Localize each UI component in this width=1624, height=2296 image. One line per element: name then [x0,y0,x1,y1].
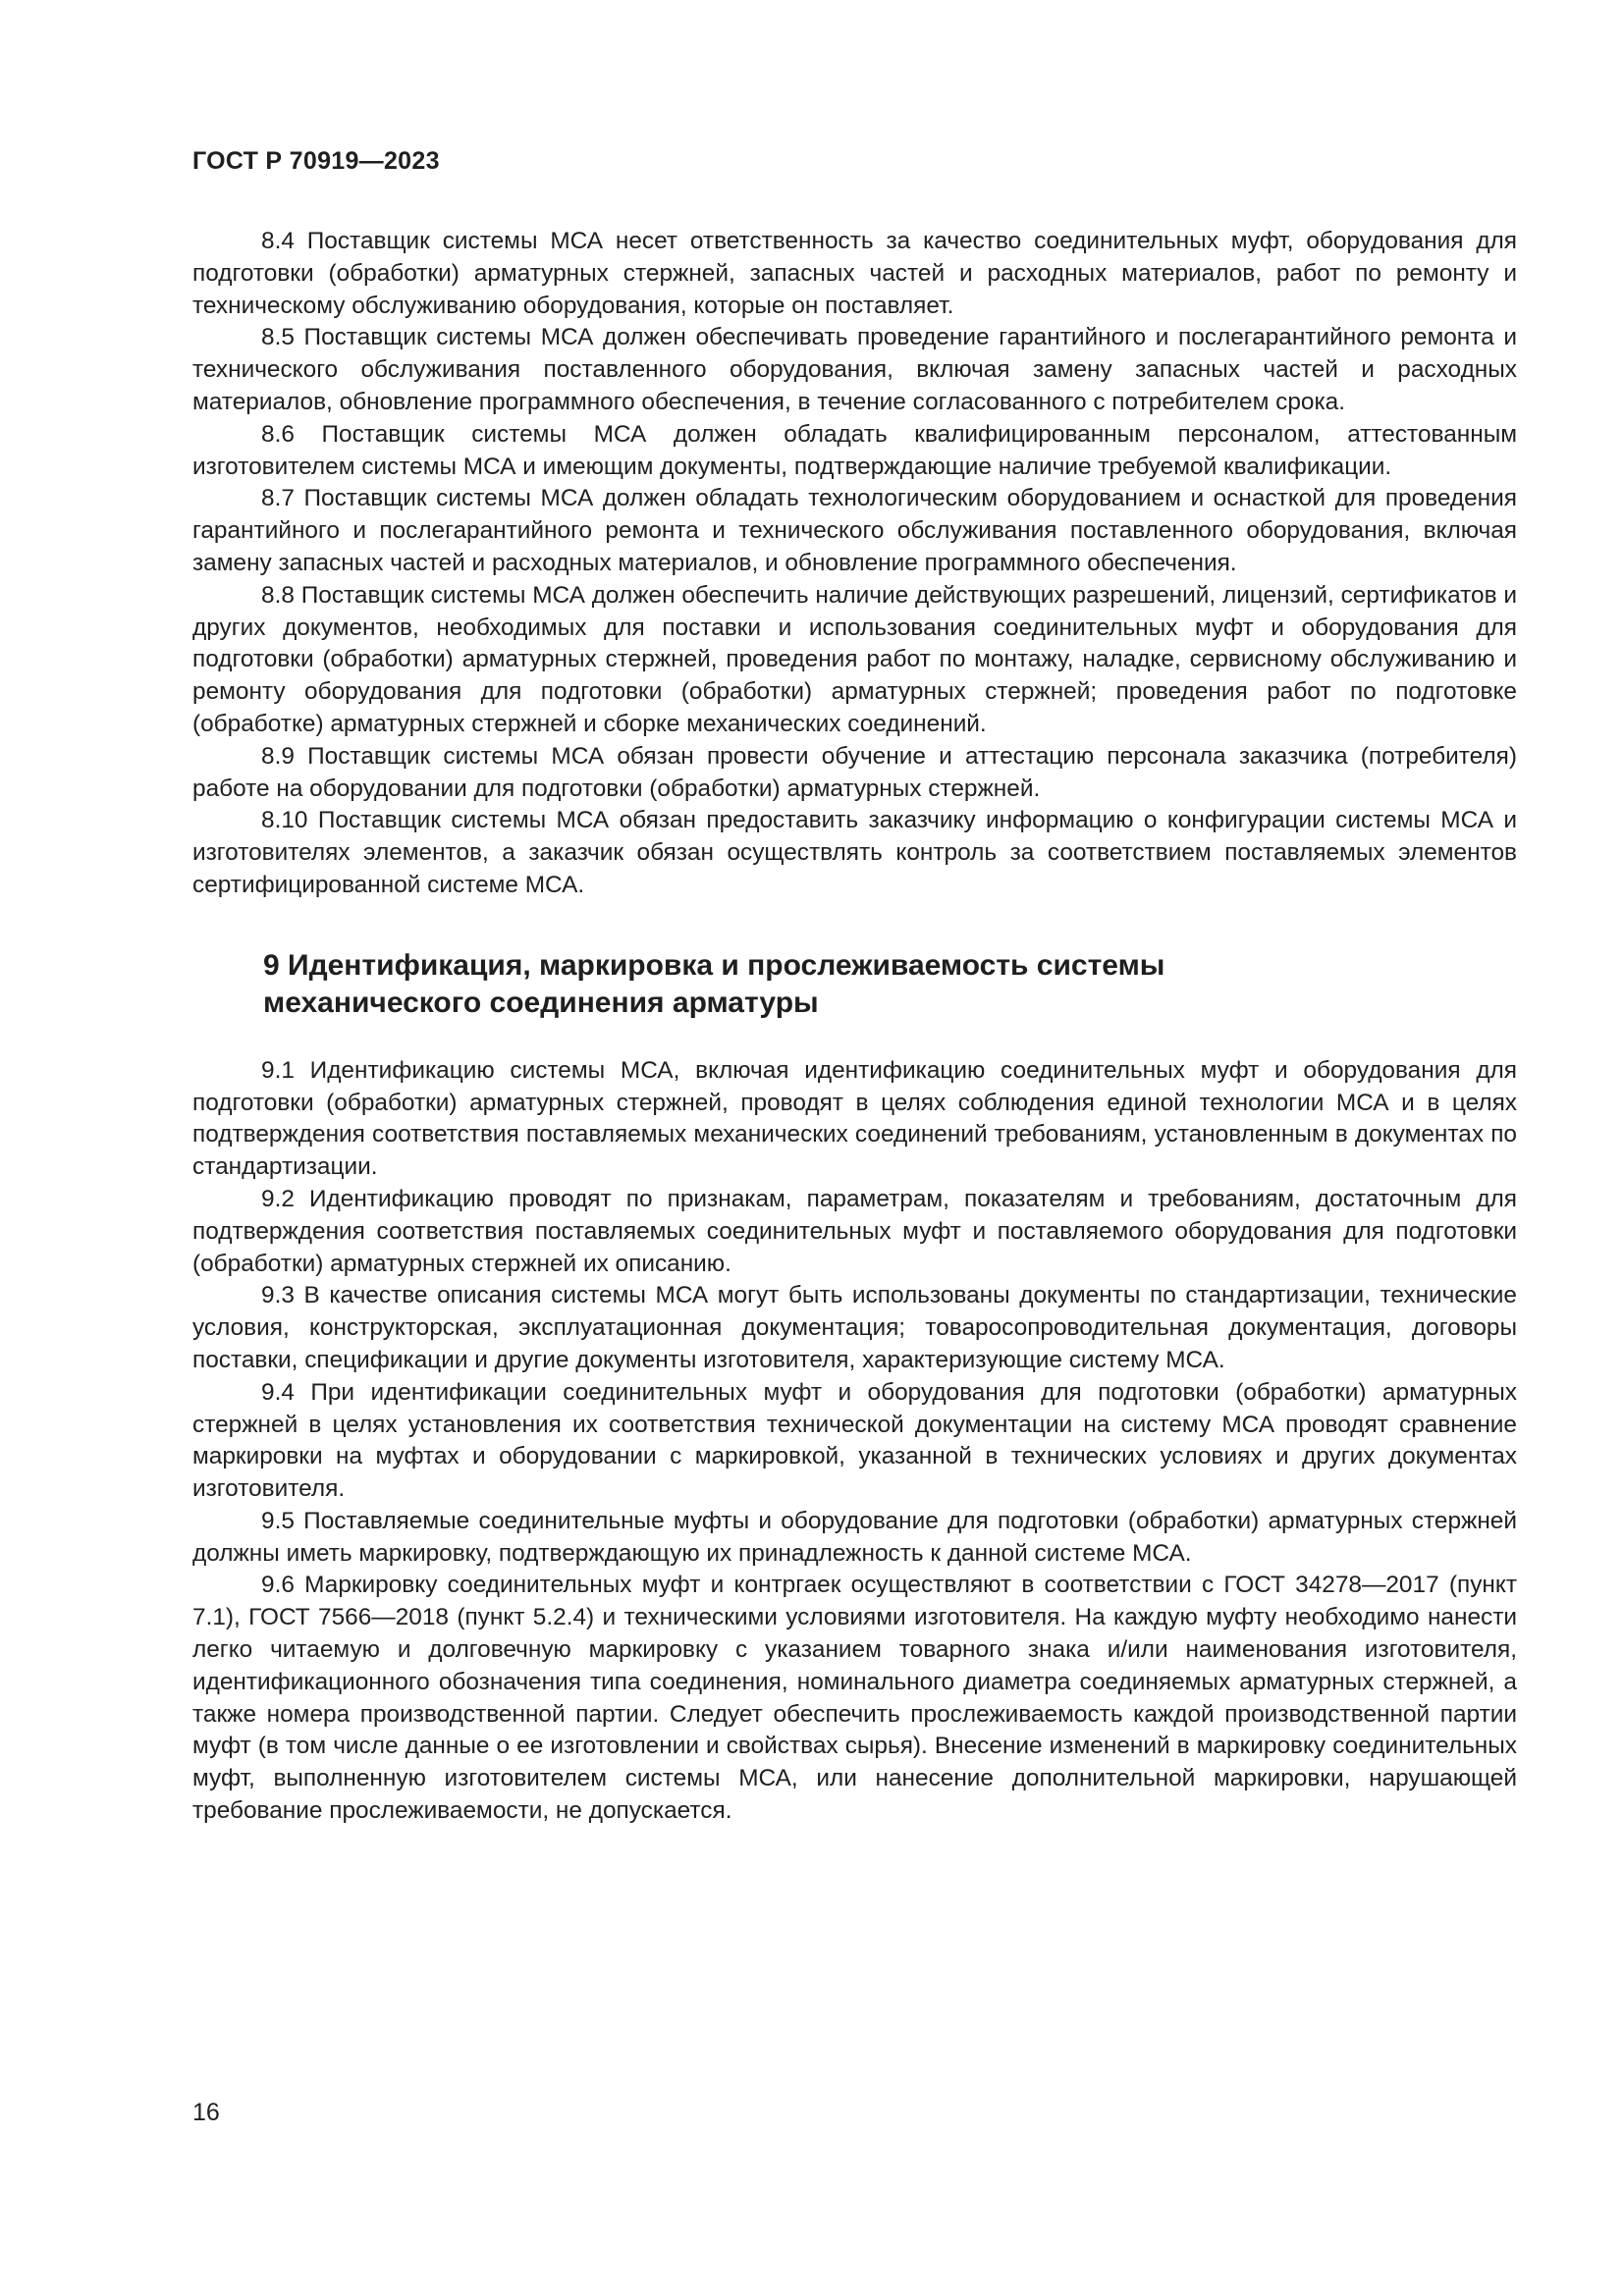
paragraph-8-7: 8.7 Поставщик системы МСА должен обладать технологическим оборудованием и оснасткой для проведения гарантийного и послегарантийного ремонта и технического обслуживания поставленного оборудования, включая замену запасных частей и расходных материалов, и обновление программного обеспечения. [192,485,1517,576]
paragraph-8-5: 8.5 Поставщик системы МСА должен обеспечивать проведение гарантийного и послегарантийного ремонта и технического обслуживания поставленного оборудования, включая замену запасных частей и расходных материалов, обновление программного обеспечения, в течение согласованного с потребителем срока. [192,324,1517,415]
paragraph-8-8: 8.8 Поставщик системы МСА должен обеспечить наличие действующих разрешений, лицензий, сертификатов и других документов, необходимых для поставки и использования соединительных муфт и оборудования для подготовки (обработки) арматурных стержней, проведения работ по монтажу, наладке, сервисному обслуживанию и ремонту оборудования для подготовки (обработки) арматурных стержней; проведения работ по подготовке (обработке) арматурных стержней и сборке механических соединений. [192,581,1517,737]
paragraph-9-3: 9.3 В качестве описания системы МСА могут быть использованы документы по стандартизации, технические условия, конструкторская, эксплуатационная документация; товаросопроводительная документация, договоры поставки, спецификации и другие документы изготовителя, характеризующие систему МСА. [192,1282,1517,1373]
paragraph-9-2: 9.2 Идентификацию проводят по признакам, параметрам, показателям и требованиям, достаточным для подтверждения соответствия поставляемых соединительных муфт и поставляемого оборудования для подготовки (обработки) арматурных стержней их описанию. [192,1185,1517,1277]
paragraph-9-5: 9.5 Поставляемые соединительные муфты и оборудование для подготовки (обработки) арматурных стержней должны иметь маркировку, подтверждающую их принадлежность к данной системе МСА. [192,1507,1517,1567]
section-9-heading: 9 Идентификация, маркировка и прослеживаемость системы механического соединения арматуры [263,948,1165,1019]
paragraph-8-6: 8.6 Поставщик системы МСА должен обладать квалифицированным персоналом, аттестованным изготовителем системы МСА и имеющим документы, подтверждающие наличие требуемой квалификации. [192,420,1517,480]
paragraph-8-4: 8.4 Поставщик системы МСА несет ответственность за качество соединительных муфт, оборудования для подготовки (обработки) арматурных стержней, запасных частей и расходных материалов, работ по ремонту и техническому обслуживанию оборудования, которые он поставляет. [192,228,1517,319]
paragraph-9-6: 9.6 Маркировку соединительных муфт и контргаек осуществляют в соответствии с ГОСТ 34278—2017 (пункт 7.1), ГОСТ 7566—2018 (пункт 5.2.4) и техническими условиями изготовителя. На каждую муфту необходимо нанести легко читаемую и долговечную маркировку с указанием товарного знака и/или наименования изготовителя, идентификационного обозначения типа соединения, номинального диаметра соединяемых арматурных стержней, а также номера производственной партии. Следует обеспечить прослеживаемость каждой производственной партии муфт (в том числе данные о ее изготовлении и свойствах сырья). Внесение изменений в маркировку соединительных муфт, выполненную изготовителем системы МСА, или нанесение дополнительной маркировки, нарушающей требование прослеживаемости, не допускается. [192,1572,1517,1825]
paragraph-9-4: 9.4 При идентификации соединительных муфт и оборудования для подготовки (обработки) арматурных стержней в целях установления их соответствия технической документации на систему МСА проводят сравнение маркировки на муфтах и оборудовании с маркировкой, указанной в технических условиях и других документах изготовителя. [192,1378,1517,1503]
paragraph-9-1: 9.1 Идентификацию системы МСА, включая идентификацию соединительных муфт и оборудования для подготовки (обработки) арматурных стержней, проводят в целях соблюдения единой технологии МСА и в целях подтверждения соответствия поставляемых механических соединений требованиям, установленным в документах по стандартизации. [192,1056,1517,1181]
paragraph-8-10: 8.10 Поставщик системы МСА обязан предоставить заказчику информацию о конфигурации системы МСА и изготовителях элементов, а заказчик обязан осуществлять контроль за соответствием поставляемых элементов сертифицированной системе МСА. [192,807,1517,898]
page-number: 16 [192,2099,220,2126]
document-body [192,226,1517,1828]
paragraph-8-9: 8.9 Поставщик системы МСА обязан провести обучение и аттестацию персонала заказчика (потребителя) работе на оборудовании для подготовки (обработки) арматурных стержней. [192,742,1517,802]
document-header-code: ГОСТ Р 70919—2023 [192,147,440,175]
